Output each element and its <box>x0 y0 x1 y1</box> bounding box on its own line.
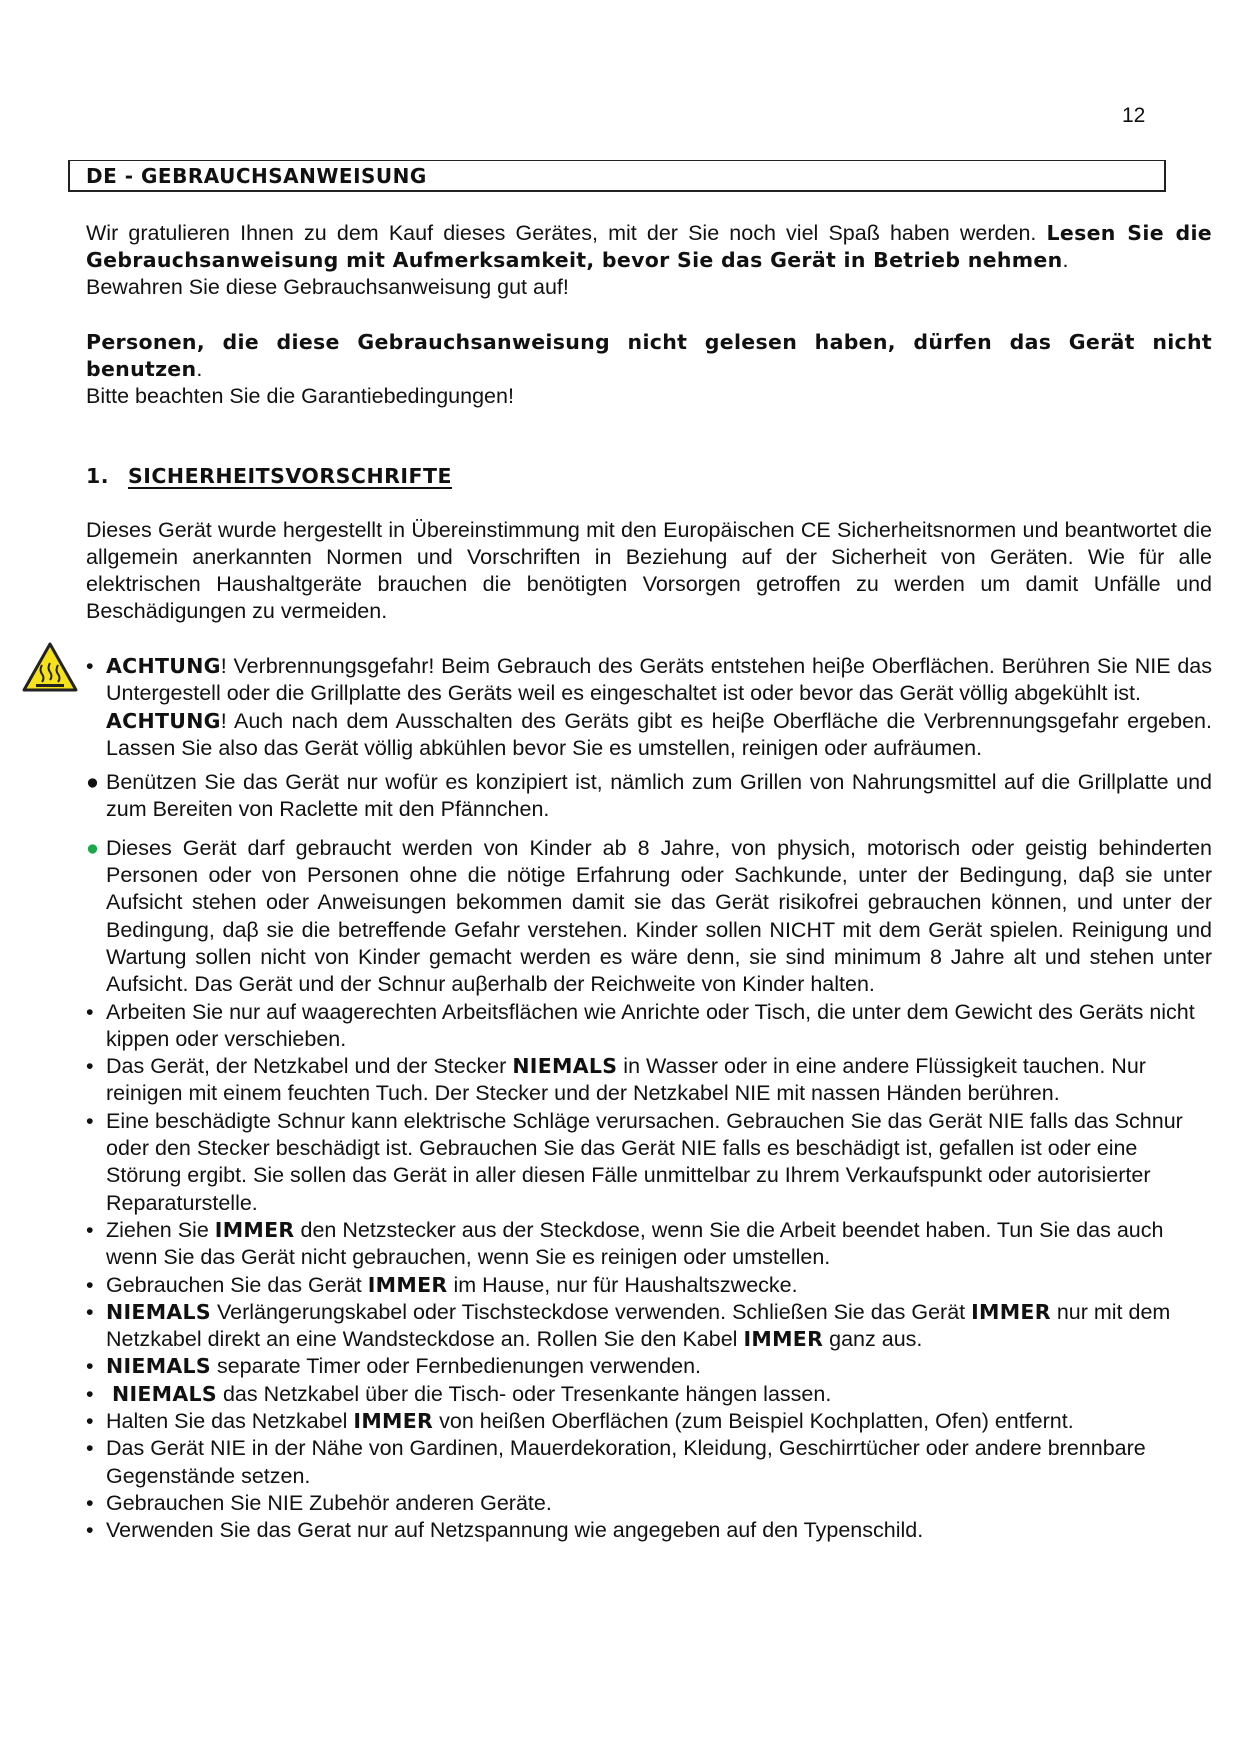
list-item <box>86 769 1212 824</box>
bullet-dot: ● <box>86 770 99 795</box>
list-item <box>86 1272 1212 1299</box>
list-item-text: Halten Sie das Netzkabel <box>106 1409 348 1434</box>
safety-list <box>86 653 1212 1545</box>
list-item <box>86 1353 1212 1380</box>
list-item-text: Das Gerät, der Netzkabel und der Stecker <box>106 1054 507 1079</box>
list-item-text: ! Verbrennungsgefahr! Beim Gebrauch des Geräts entstehen heiβe Oberflächen. Berühren Sie NIE das Untergestell oder die Grillplatte des Geräts weil es eingeschaltet ist oder bevor das Gerät völlig abgekühlt ist. <box>106 654 1212 706</box>
section-heading <box>86 464 452 488</box>
page-title: DE - GEBRAUCHSANWEISUNG <box>68 160 1166 192</box>
warning-word: IMMER <box>353 1409 434 1434</box>
hot-surface-warning-icon <box>21 641 79 693</box>
bullet-dot: • <box>86 1272 94 1297</box>
list-item-text: ! Auch nach dem Ausschalten des Geräts gibt es heiβe Oberfläche die Verbrennungsgefahr ergeben. Lassen Sie also das Gerät völlig abkühlen bevor Sie es umstellen, reinigen oder aufräumen. <box>106 708 1212 760</box>
intro-bold-text: Lesen Sie die Gebrauchsanweisung mit Aufmerksamkeit, bevor Sie das Gerät in Betrieb nehmen <box>86 221 1212 272</box>
list-item-text: Gebrauchen Sie das Gerät <box>106 1272 362 1297</box>
section-paragraph: Dieses Gerät wurde hergestellt in Übereinstimmung mit den Europäischen CE Sicherheitsnormen und beantwortet die allgemein anerkannten Normen und Vorschriften in Beziehung auf der Sicherheit von Geräten. Wie für alle elektrischen Haushaltgeräte brauchen die benötigten Vorsorgen getroffen zu werden um damit Unfälle und Beschädigungen zu vermeiden. <box>86 518 1212 623</box>
list-item-text: Verlängerungskabel oder Tischsteckdose verwenden. Schließen Sie das Gerät <box>216 1299 966 1324</box>
list-item <box>86 1299 1212 1354</box>
intro-text: Wir gratulieren Ihnen zu dem Kauf dieses Gerätes, mit der Sie noch viel Spaß haben werden. <box>86 221 1037 245</box>
bullet-dot: • <box>86 1436 94 1461</box>
guarantee-note: Bitte beachten Sie die Garantiebedingungen! <box>86 384 514 408</box>
list-item-text: Arbeiten Sie nur auf waagerechten Arbeitsflächen wie Anrichte oder Tisch, die unter dem Gewicht des Geräts nicht kippen oder verschieben. <box>106 999 1195 1051</box>
section-title: SICHERHEITSVORSCHRIFTE <box>128 464 453 488</box>
bullet-dot: • <box>86 1054 94 1079</box>
warning-word: IMMER <box>214 1217 295 1242</box>
list-item-text: Dieses Gerät darf gebraucht werden von Kinder ab 8 Jahre, von physich, motorisch oder geistig behinderten Personen oder von Personen ohne die nötige Erfahrung oder Sachkunde, unter der Bedingung, daβ sie unter Aufsicht stehen oder Anweisungen bekommen damit sie das Gerät risikofrei gebrauchen können, und unter der Bedingung, daβ sie die betreffende Gefahr verstehen. Kinder sollen NICHT mit dem Gerät spielen. Reinigung und Wartung sollen nicht von Kinder gemacht werden es wäre denn, sie sind minimum 8 Jahre alt und stehen unter Aufsicht. Das Gerät und der Schnur auβerhalb der Reichweite von Kinder halten. <box>106 835 1212 997</box>
warning-word: IMMER <box>367 1272 448 1297</box>
list-item-text: den Netzstecker aus der Steckdose, wenn Sie die Arbeit beendet haben. Tun Sie das auch wenn Sie das Gerät nicht gebrauchen, wenn Sie es reinigen oder umstellen. <box>106 1217 1164 1270</box>
warning-word: ACHTUNG <box>106 708 221 733</box>
list-item <box>86 1435 1212 1490</box>
list-item <box>86 1408 1212 1435</box>
list-item-text: das Netzkabel über die Tisch- oder Tresenkante hängen lassen. <box>222 1381 832 1406</box>
list-item-subtext <box>106 708 1212 763</box>
bullet-dot: • <box>86 1409 94 1434</box>
warning-word: ACHTUNG <box>106 654 221 678</box>
bullet-dot: • <box>86 1490 94 1515</box>
warning-word: NIEMALS <box>111 1381 217 1406</box>
warning-word: NIEMALS <box>512 1054 618 1079</box>
intro-keep-text: Bewahren Sie diese Gebrauchsanweisung gut auf! <box>86 275 569 299</box>
list-item <box>86 835 1212 999</box>
bullet-dot: • <box>86 1217 94 1242</box>
list-item-text: Benützen Sie das Gerät nur wofür es konzipiert ist, nämlich zum Grillen von Nahrungsmittel auf die Grillplatte und zum Bereiten von Raclette mit den Pfännchen. <box>106 770 1212 822</box>
bullet-dot: • <box>86 1381 94 1406</box>
list-item-text: Das Gerät NIE in der Nähe von Gardinen, Mauerdekoration, Kleidung, Geschirrtücher oder andere brennbare Gegenstände setzen. <box>106 1436 1146 1488</box>
list-item <box>86 1217 1212 1272</box>
list-item-text: nur mit dem Netzkabel direkt an eine Wandsteckdose an. Rollen Sie den Kabel <box>106 1299 1171 1352</box>
intro-period-2: . <box>196 357 203 381</box>
list-item <box>86 1381 1212 1408</box>
list-item-text: Eine beschädigte Schnur kann elektrische Schläge verursachen. Gebrauchen Sie das Gerät NIE falls das Schnur oder den Stecker beschädigt ist. Gebrauchen Sie das Gerät NIE falls es beschädigt ist, gefallen ist oder eine Störung ergibt. Sie sollen das Gerät in aller diesen Fälle unmittelbar zu Ihrem Verkaufspunkt oder autorisierter Reparaturstelle. <box>106 1108 1183 1215</box>
intro-period: . <box>1062 248 1069 272</box>
list-item <box>86 999 1212 1054</box>
page-number: 12 <box>1122 104 1146 127</box>
bullet-dot: • <box>86 1108 94 1133</box>
warning-word: IMMER <box>743 1327 824 1352</box>
warning-word: IMMER <box>971 1299 1051 1324</box>
bullet-dot: • <box>86 999 94 1024</box>
list-item <box>86 1490 1212 1517</box>
list-item-text: separate Timer oder Fernbedienungen verwenden. <box>216 1354 702 1379</box>
list-item-text: Verwenden Sie das Gerat nur auf Netzspannung wie angegeben auf den Typenschild. <box>106 1518 924 1543</box>
intro-warning-bold: Personen, die diese Gebrauchsanweisung nicht gelesen haben, dürfen das Gerät nicht benutzen <box>86 330 1212 381</box>
list-item-text: von heißen Oberflächen (zum Beispiel Kochplatten, Ofen) entfernt. <box>439 1409 1074 1434</box>
list-item-text: Gebrauchen Sie NIE Zubehör anderen Geräte. <box>106 1490 552 1515</box>
intro-paragraph-2 <box>86 329 1212 410</box>
list-item-text: Ziehen Sie <box>106 1217 209 1242</box>
bullet-dot-green: ● <box>86 835 99 860</box>
intro-paragraph-1 <box>86 220 1212 301</box>
list-item <box>86 1053 1212 1108</box>
warning-word: NIEMALS <box>106 1299 211 1324</box>
bullet-dot: • <box>86 654 94 678</box>
list-item <box>86 653 1212 762</box>
bullet-dot: • <box>86 1518 94 1543</box>
bullet-dot: • <box>86 1354 94 1379</box>
list-item-text: im Hause, nur für Haushaltszwecke. <box>453 1272 798 1297</box>
section-number: 1. <box>86 464 110 488</box>
bullet-dot: • <box>86 1299 94 1324</box>
list-item-text: ganz aus. <box>829 1327 923 1352</box>
warning-word: NIEMALS <box>106 1354 211 1379</box>
list-item <box>86 1517 1212 1544</box>
list-item-text: in Wasser oder in eine andere Flüssigkeit tauchen. Nur reinigen mit einem feuchten Tuch. Der Stecker und der Netzkabel NIE mit nassen Händen berühren. <box>106 1054 1146 1106</box>
list-item <box>86 1108 1212 1217</box>
